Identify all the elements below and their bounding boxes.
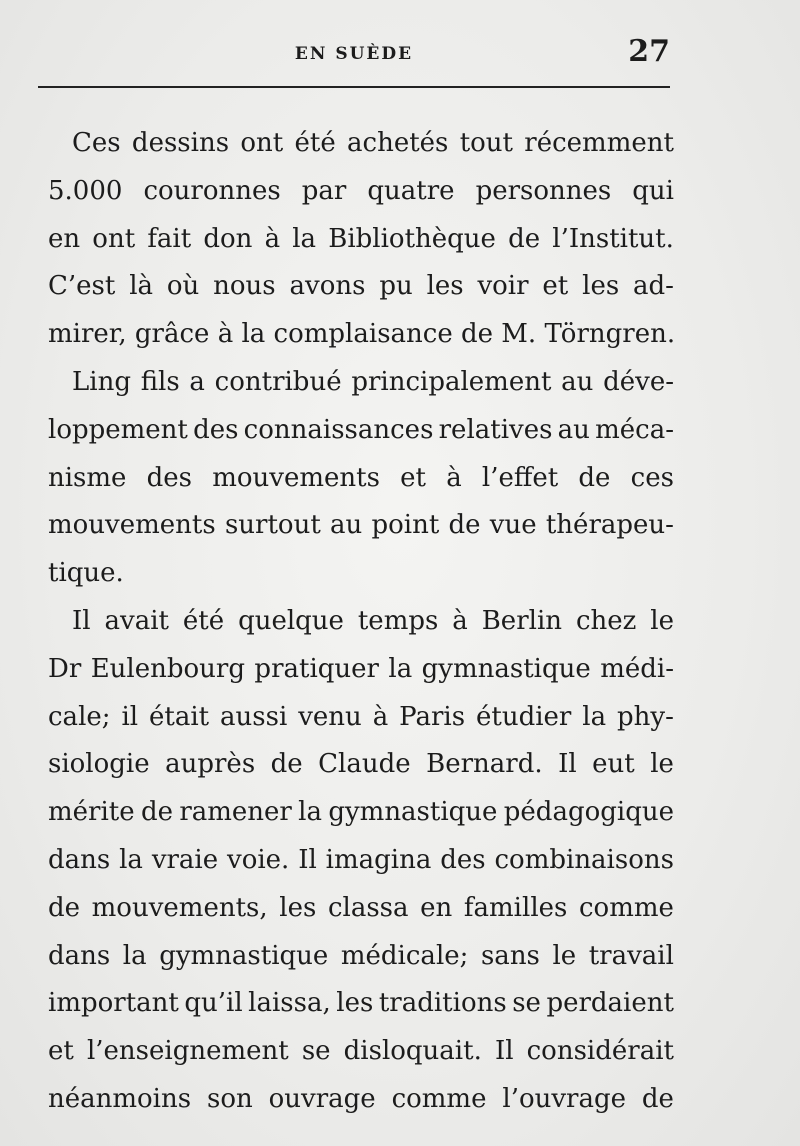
text-line (48, 550, 674, 598)
word: avait (104, 605, 169, 636)
word: l’effet (481, 462, 559, 493)
word: des (193, 414, 239, 445)
word: vue (489, 510, 537, 541)
word: travail (588, 940, 674, 971)
word: auprès (165, 749, 256, 780)
word: ces (630, 462, 674, 493)
word: l’ouvrage (502, 1083, 627, 1114)
word: les (426, 271, 464, 302)
word: Il (494, 1036, 514, 1067)
word: avons (289, 271, 366, 302)
word: de (448, 510, 481, 541)
word: mérite (48, 797, 135, 828)
word: siologie (48, 749, 150, 780)
word: classa (327, 892, 409, 923)
word: tique. (48, 558, 124, 589)
word: mouvements (212, 462, 380, 493)
word: Bernard. (426, 749, 543, 780)
word: Il (558, 749, 577, 780)
word: récemment (524, 128, 674, 158)
word: il (121, 701, 139, 732)
word: la (122, 940, 147, 971)
word: gymnastique (421, 653, 591, 684)
text-line (48, 789, 674, 837)
word: de (461, 319, 502, 350)
word: surtout (224, 510, 321, 541)
text-line (48, 598, 674, 646)
word: chez (575, 605, 637, 636)
word: couronnes (143, 175, 281, 206)
page-number: 27 (628, 34, 670, 69)
word: au (561, 366, 594, 397)
word: de (508, 223, 541, 254)
word: les (279, 892, 317, 923)
word: la (241, 319, 274, 350)
word: Bibliothèque (328, 223, 496, 254)
word: le (650, 605, 674, 636)
word: médi- (600, 653, 674, 684)
word: en (48, 223, 81, 254)
word: nisme (48, 462, 127, 493)
text-line (48, 980, 674, 1028)
word: pu (379, 271, 413, 302)
word: comme (579, 892, 674, 923)
word: principalement (351, 366, 552, 397)
text-line (48, 263, 674, 311)
word: déve- (603, 366, 674, 397)
word: quelque (238, 605, 344, 636)
text-line (48, 216, 674, 264)
text-line (48, 359, 674, 407)
word: fait (147, 223, 192, 254)
word: tout (459, 128, 513, 158)
word: les (336, 988, 374, 1019)
word: Ces (72, 128, 121, 158)
text-line (48, 407, 674, 455)
word: à (372, 701, 389, 732)
word: l’enseignement (86, 1036, 289, 1067)
word: été (294, 128, 336, 158)
word: a (189, 366, 205, 397)
word: à (264, 223, 281, 254)
word: Claude (318, 749, 411, 780)
word: était (149, 701, 210, 732)
word: relatives (438, 414, 553, 445)
word: des (146, 462, 193, 493)
word: pédagogique (503, 797, 674, 828)
word: aussi (220, 701, 288, 732)
word: combinaisons (494, 844, 674, 875)
word: mouvements (48, 510, 216, 541)
word: phy- (617, 701, 674, 732)
word: ont (92, 223, 136, 254)
word: ont (240, 128, 284, 158)
text-line (48, 120, 674, 168)
word: important (48, 988, 179, 1019)
word: achetés (347, 128, 449, 158)
word: thérapeu- (545, 510, 674, 541)
text-line (48, 694, 674, 742)
word: comme (391, 1083, 487, 1114)
word: imagina (325, 844, 432, 875)
word: son (206, 1083, 253, 1114)
text-line (48, 741, 674, 789)
word: méca- (595, 414, 674, 445)
word: M. (501, 319, 545, 350)
word: fils (140, 366, 180, 397)
word: à (446, 462, 462, 493)
text-line (48, 168, 674, 216)
word: le (650, 749, 674, 780)
word: pratiquer (254, 653, 379, 684)
word: contribué (214, 366, 342, 397)
word: les (582, 271, 620, 302)
word: loppement (48, 414, 188, 445)
text-line (48, 502, 674, 550)
word: dans (48, 940, 111, 971)
word: Il (72, 605, 91, 636)
word: Paris (399, 701, 466, 732)
word: traditions (378, 988, 507, 1019)
word: étudier (476, 701, 572, 732)
word: Dr (48, 653, 82, 684)
body-text (48, 120, 674, 1124)
word: quatre (367, 175, 455, 206)
word: Il (298, 844, 317, 875)
word: le (552, 940, 577, 971)
word: et (400, 462, 426, 493)
word: par (301, 175, 347, 206)
word: nous (213, 271, 276, 302)
word: à (452, 605, 468, 636)
word: de (140, 797, 173, 828)
word: point (371, 510, 440, 541)
word: connaissances (243, 414, 434, 445)
word: considérait (526, 1036, 674, 1067)
word: voie. (227, 844, 290, 875)
word: Eulenbourg (90, 653, 245, 684)
word: eut (592, 749, 635, 780)
word: des (440, 844, 486, 875)
word: qu’il (184, 988, 243, 1019)
word: sans (480, 940, 540, 971)
word: mouvements, (91, 892, 268, 923)
word: et (48, 1036, 74, 1067)
word: à (217, 319, 242, 350)
word: voir (477, 271, 529, 302)
word: don (203, 223, 253, 254)
word: de (641, 1083, 674, 1114)
word: l’Institut. (552, 223, 674, 254)
word: la (119, 844, 143, 875)
text-line (48, 311, 674, 359)
word: ad- (633, 271, 674, 302)
word: ramener (179, 797, 292, 828)
word: Ling (72, 366, 131, 397)
word: où (166, 271, 200, 302)
word: au (330, 510, 363, 541)
word: dessins (131, 128, 230, 158)
word: cale; (48, 701, 111, 732)
word: mirer, (48, 319, 135, 350)
word: gymnastique (328, 797, 498, 828)
running-title: EN SUÈDE (294, 44, 414, 64)
word: là (129, 271, 154, 302)
word: gymnastique (159, 940, 329, 971)
word: la (292, 223, 317, 254)
text-line (48, 455, 674, 503)
word: venu (298, 701, 362, 732)
word: vraie (151, 844, 219, 875)
word: au (557, 414, 590, 445)
word: se (301, 1036, 331, 1067)
word: perdaient (546, 988, 674, 1019)
word: de (578, 462, 611, 493)
word: ouvrage (268, 1083, 376, 1114)
word: se (512, 988, 541, 1019)
word: la (298, 797, 322, 828)
word: la (388, 653, 413, 684)
text-line (48, 837, 674, 885)
word: complaisance (273, 319, 461, 350)
word: dans (48, 844, 111, 875)
word: laissa, (248, 988, 331, 1019)
word: de (48, 892, 81, 923)
text-line (48, 1028, 674, 1076)
word: la (582, 701, 607, 732)
running-head (38, 34, 670, 72)
word: C’est (48, 271, 116, 302)
word: familles (463, 892, 568, 923)
word: de (270, 749, 303, 780)
word: en (420, 892, 453, 923)
word: Berlin (481, 605, 563, 636)
word: grâce (134, 319, 218, 350)
word: néanmoins (48, 1083, 192, 1114)
word: 5.000 (48, 175, 123, 206)
text-line (48, 885, 674, 933)
text-line (48, 933, 674, 981)
text-line (48, 646, 674, 694)
word: Törngren. (544, 319, 676, 350)
word: temps (357, 605, 439, 636)
word: médicale; (340, 940, 469, 971)
word: et (542, 271, 569, 302)
header-rule (38, 86, 670, 88)
word: qui (632, 175, 674, 206)
word: personnes (475, 175, 612, 206)
text-line (48, 1076, 674, 1124)
word: été (182, 605, 225, 636)
word: disloquait. (343, 1036, 482, 1067)
